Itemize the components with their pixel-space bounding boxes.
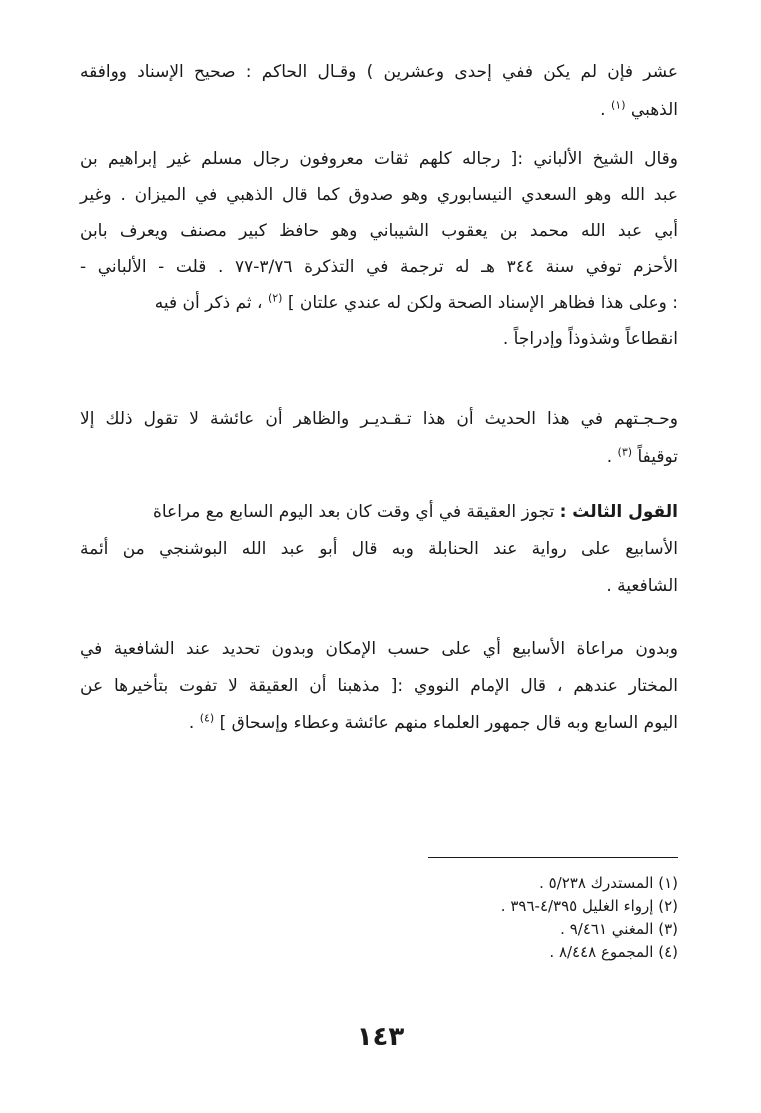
footnotes [300,872,678,964]
text-line [80,285,678,321]
footnote-divider [428,857,678,858]
text-line: وبدون مراعاة الأسابيع أي على حسب الإمكان وبدون تحديد عند الشافعية في [80,639,678,659]
text-line [80,494,678,530]
text-line: الشافعية . [606,576,678,596]
text-run: اليوم السابع وبه قال جمهور العلماء منهم عائشة وعطاء وإسحاق ] [219,713,678,733]
footnote-2: (٢) إرواء الغليل ٤/٣٩٥-٣٩٦ . [500,897,678,915]
text-line: انقطاعاً وشذوذاً وإدراجاً . [502,329,678,349]
text-run: ، ثم ذكر أن فيه [154,293,263,313]
section-heading: القول الثالث : [559,502,678,522]
text-line [80,705,678,741]
text-line: أبي عبد الله محمد بن يعقوب الشيباني وهو حافظ كبير مصنف ويعرف بابن [80,221,678,241]
footnote-1: (١) المستدرك ٥/٢٣٨ . [539,874,678,892]
text-run: : وعلى هذا فظاهر الإسناد الصحة ولكن له عندي علتان ] [287,293,678,313]
text-run: . [188,713,195,733]
text-line: الأحزم توفي سنة ٣٤٤ هـ له ترجمة في التذكرة ٣/٧٦-٧٧ . قلت - الألباني - [80,257,679,277]
footnote-3: (٣) المغني ٩/٤٦١ . [560,920,678,938]
footnote-ref-2: (٢) [267,291,283,305]
text-line: وحـجـتهم في هذا الحديث أن هذا تـقـديـر والظاهر أن عائشة لا تقول ذلك إلا [80,409,678,429]
page-number: ١٤٣ [356,1022,405,1052]
text-run: الذهبي [630,100,678,120]
footnote-ref-1: (١) [610,98,626,112]
footnote-4: (٤) المجموع ٨/٤٤٨ . [549,943,678,961]
footnote-ref-3: (٣) [617,445,633,459]
text-line [80,92,678,128]
text-run: توقيفاً [637,447,678,467]
text-line: عبد الله وهو السعدي النيسابوري وهو صدوق كما قال الذهبي في الميزان . وغير [80,185,678,205]
text-line: عشر فإن لم يكن ففي إحدى وعشرين ) وقـال الحاكم : صحيح الإسناد ووافقه [80,62,678,82]
text-line: المختار عندهم ، قال الإمام النووي :[ مذهبنا أن العقيقة لا تفوت بتأخيرها عن [80,676,678,696]
text-line: الأسابيع على رواية عند الحنابلة وبه قال أبو عبد الله البوشنجي من أئمة [80,539,678,559]
text-line [80,439,678,475]
footnote-ref-4: (٤) [199,711,215,725]
text-run: . [600,100,606,120]
text-run: . [606,447,613,467]
text-line: وقال الشيخ الألباني :[ رجاله كلهم ثقات معروفون رجال مسلم غير إبراهيم بن [80,149,678,169]
text-run: تجوز العقيقة في أي وقت كان بعد اليوم السابع مع مراعاة [152,502,560,522]
